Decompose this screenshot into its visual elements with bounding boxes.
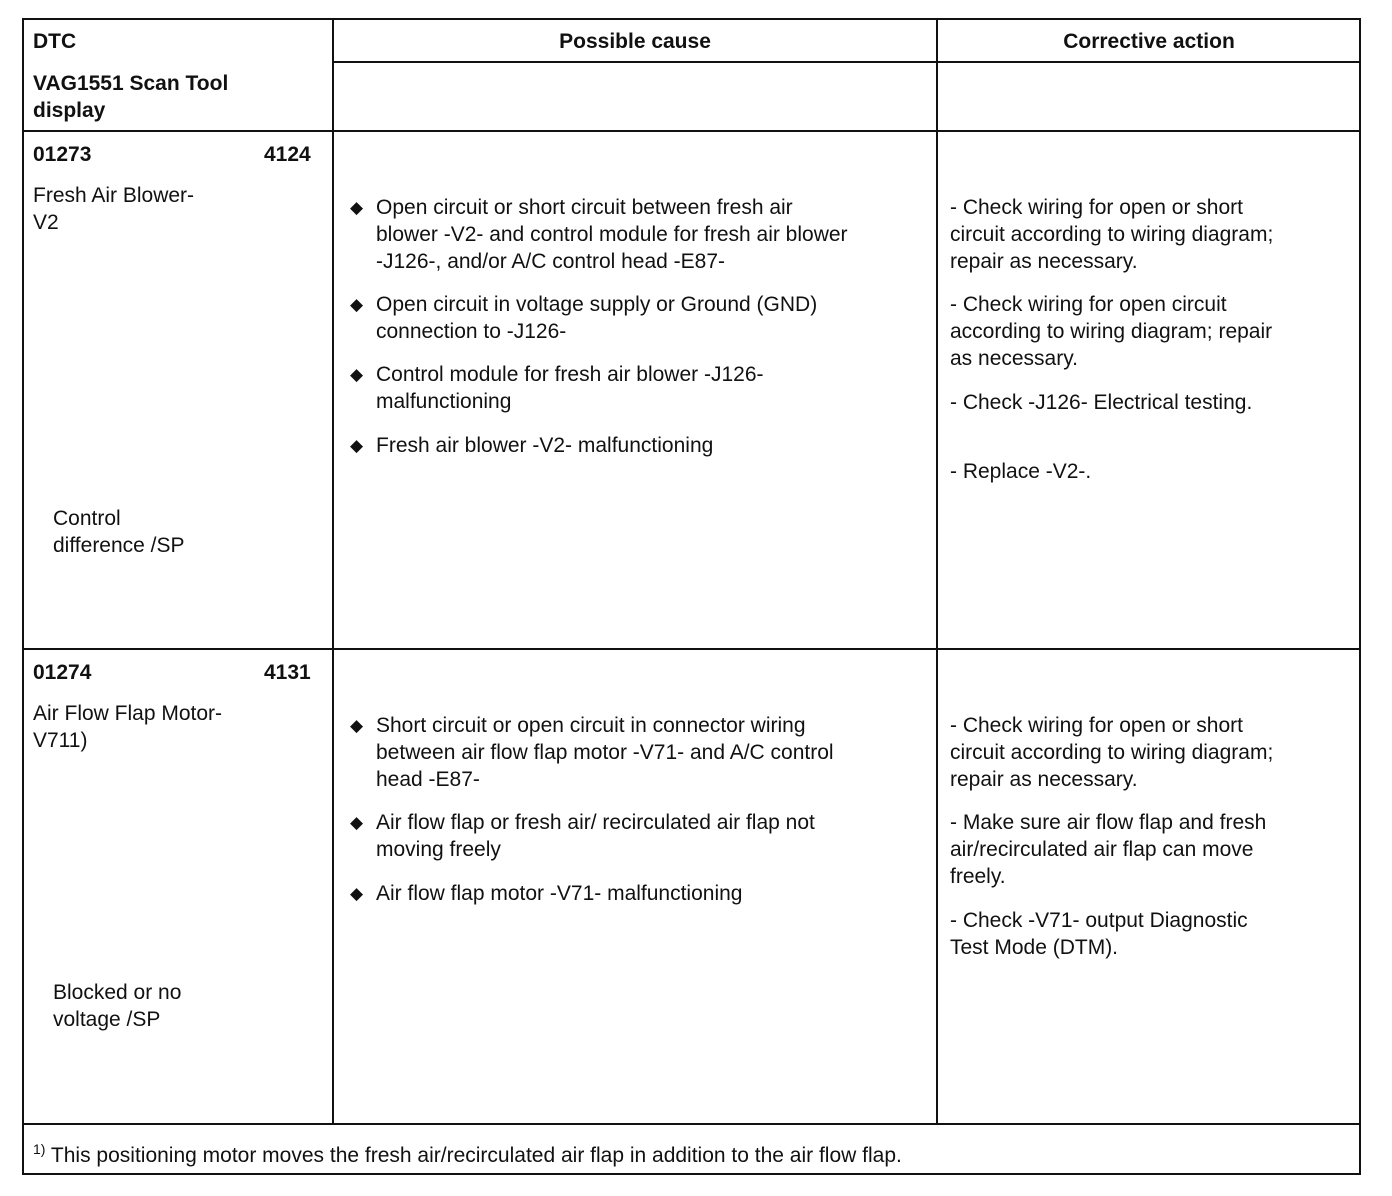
diamond-bullet-icon: ◆: [350, 198, 364, 217]
dtc-code: 01274: [33, 661, 92, 684]
diamond-bullet-icon: ◆: [350, 884, 364, 903]
component-line: V2: [33, 211, 59, 234]
header-scan-tool: VAG1551 Scan Tool display: [33, 72, 229, 122]
action-line: circuit according to wiring diagram;: [950, 223, 1274, 246]
cause-line: connection to -J126-: [376, 320, 567, 343]
action-line: - Check wiring for open or short: [950, 714, 1243, 737]
cause-line: head -E87-: [376, 768, 480, 791]
action-line: according to wiring diagram; repair: [950, 320, 1273, 343]
cause-line: between air flow flap motor -V71- and A/C control: [376, 741, 834, 764]
action-line: - Check -J126- Electrical testing.: [950, 391, 1253, 414]
condition-line: Control: [53, 507, 121, 530]
footnote-text: This positioning motor moves the fresh air/recirculated air flap in addition to the air flow flap.: [50, 1144, 902, 1167]
action-line: Test Mode (DTM).: [950, 936, 1119, 959]
footnote-marker: 1): [33, 1141, 46, 1157]
dtc-number: 4124: [264, 143, 311, 166]
cause-line: Open circuit or short circuit between fresh air: [376, 196, 793, 219]
dtc-table: [22, 18, 1361, 1175]
cause-line: malfunctioning: [376, 390, 512, 413]
cause-line: Air flow flap or fresh air/ recirculated air flap not: [376, 811, 815, 834]
diamond-bullet-icon: ◆: [350, 295, 364, 314]
component-line: Air Flow Flap Motor-: [33, 702, 223, 725]
diamond-bullet-icon: ◆: [350, 436, 364, 455]
header-dtc: DTC: [33, 30, 77, 53]
action-line: repair as necessary.: [950, 768, 1138, 791]
cause-line: Fresh air blower -V2- malfunctioning: [376, 434, 714, 457]
header-possible-cause: Possible cause: [559, 30, 711, 53]
header-corrective-action: Corrective action: [1063, 30, 1235, 53]
component-line: Fresh Air Blower-: [33, 184, 195, 207]
action-line: as necessary.: [950, 347, 1078, 370]
dtc-code: 01273: [33, 143, 92, 166]
action-line: - Check wiring for open circuit: [950, 293, 1227, 316]
footnote: [33, 1136, 902, 1169]
action-line: repair as necessary.: [950, 250, 1138, 273]
cause-line: Open circuit in voltage supply or Ground (GND): [376, 293, 818, 316]
condition-line: Blocked or no: [53, 981, 182, 1004]
diamond-bullet-icon: ◆: [350, 365, 364, 384]
column-divider-1: [332, 18, 334, 1124]
action-line: - Check -V71- output Diagnostic: [950, 909, 1248, 932]
action-line: - Check wiring for open or short: [950, 196, 1243, 219]
cause-line: blower -V2- and control module for fresh air blower: [376, 223, 848, 246]
action-line: air/recirculated air flap can move: [950, 838, 1254, 861]
header-divider: [22, 130, 1361, 132]
cause-line: Short circuit or open circuit in connector wiring: [376, 714, 806, 737]
condition-line: voltage /SP: [53, 1008, 161, 1031]
action-line: circuit according to wiring diagram;: [950, 741, 1274, 764]
column-divider-2: [936, 18, 938, 1124]
header-subdivider: [333, 61, 1360, 63]
component-line: V711): [33, 729, 88, 752]
footnote-divider: [22, 1123, 1361, 1125]
cause-line: Control module for fresh air blower -J126-: [376, 363, 764, 386]
condition-line: difference /SP: [53, 534, 185, 557]
dtc-number: 4131: [264, 661, 311, 684]
cause-line: Air flow flap motor -V71- malfunctioning: [376, 882, 743, 905]
action-line: - Make sure air flow flap and fresh: [950, 811, 1267, 834]
diamond-bullet-icon: ◆: [350, 716, 364, 735]
row-divider: [22, 648, 1361, 650]
diamond-bullet-icon: ◆: [350, 813, 364, 832]
cause-line: -J126-, and/or A/C control head -E87-: [376, 250, 726, 273]
action-line: freely.: [950, 865, 1006, 888]
cause-line: moving freely: [376, 838, 501, 861]
action-line: - Replace -V2-.: [950, 460, 1092, 483]
